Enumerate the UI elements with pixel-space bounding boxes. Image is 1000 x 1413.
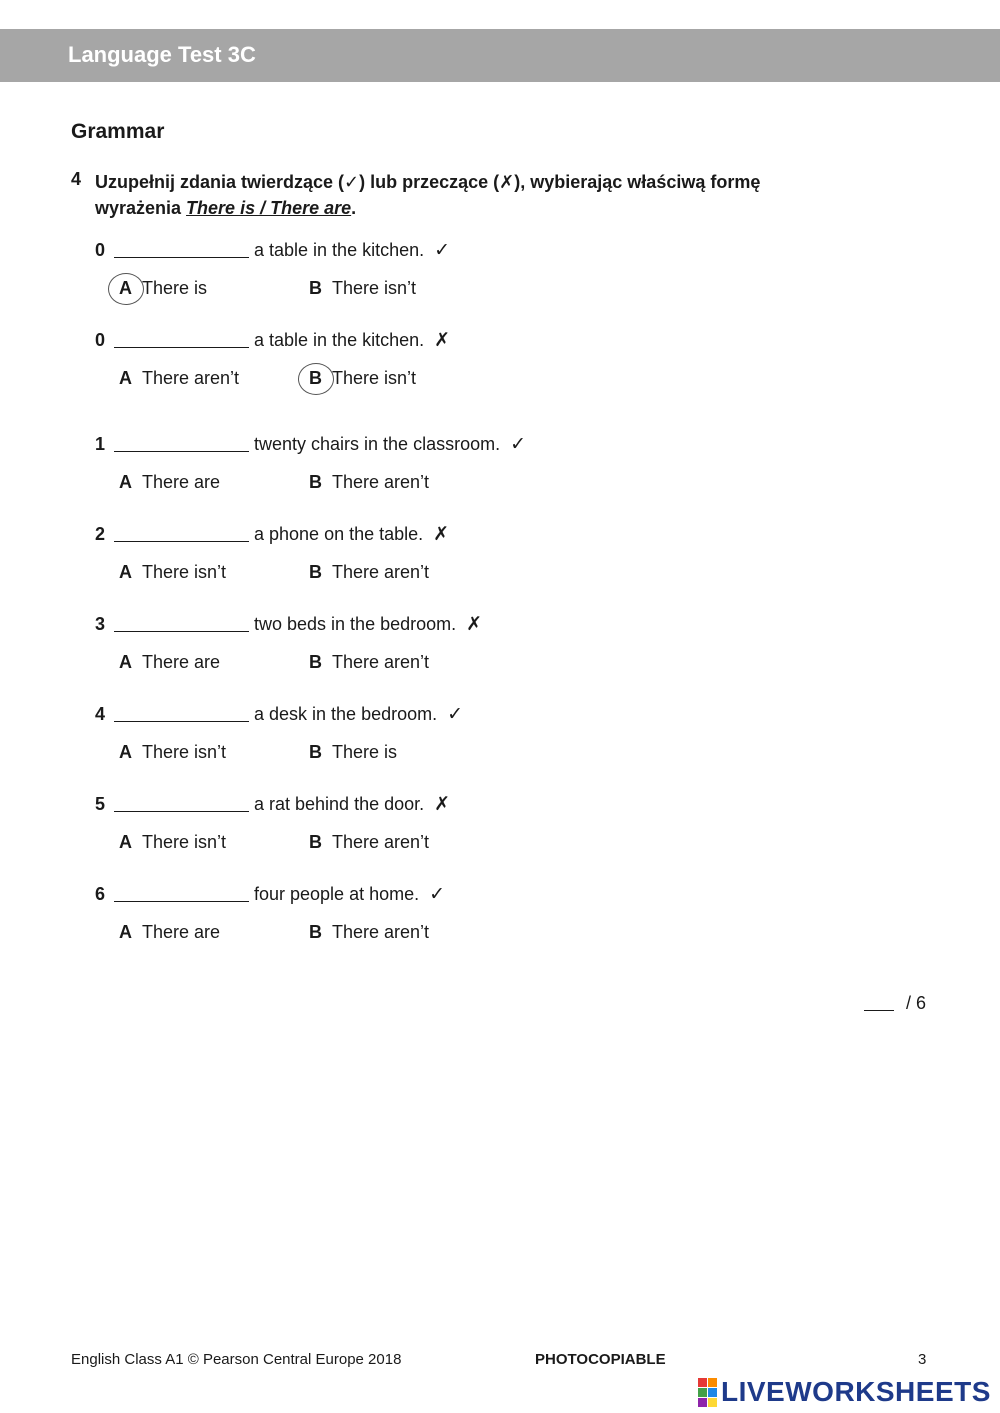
question-number: 4 — [95, 704, 106, 724]
question-text — [254, 329, 450, 352]
logo-square — [708, 1378, 717, 1387]
option-b-text: There aren’t — [332, 472, 430, 492]
option-letter-b: B — [309, 368, 322, 388]
option-b[interactable] — [309, 921, 429, 943]
footer-page-number: 3 — [918, 1351, 927, 1368]
footer-copyright: English Class A1 © Pearson Central Europe 2018 — [71, 1351, 402, 1368]
question-item — [0, 793, 1000, 873]
instruction-phrase: There is / There are — [186, 198, 352, 218]
answer-blank[interactable] — [114, 347, 249, 348]
checkmark-icon: ✓ — [510, 434, 527, 455]
question-item — [0, 433, 1000, 513]
score-blank[interactable] — [864, 1010, 894, 1011]
option-a-text: There aren’t — [142, 368, 240, 388]
question-text — [254, 703, 463, 726]
question-text — [254, 433, 526, 456]
instruction-line1: Uzupełnij zdania twierdzące (✓) lub przeczące (✗), wybierając właściwą formę — [95, 172, 761, 192]
question-number: 6 — [95, 884, 106, 904]
question-number: 0 — [95, 240, 106, 260]
answer-blank[interactable] — [114, 451, 249, 452]
option-b-text: There isn’t — [332, 278, 417, 298]
option-letter-b: B — [309, 472, 322, 492]
option-a[interactable] — [119, 277, 207, 299]
option-b-text: There isn’t — [332, 368, 417, 388]
logo-square — [708, 1388, 717, 1397]
option-a[interactable] — [119, 471, 220, 493]
answer-blank[interactable] — [114, 901, 249, 902]
option-letter-a: A — [119, 368, 132, 388]
logo-square — [698, 1398, 707, 1407]
option-a[interactable] — [119, 831, 226, 853]
cross-icon: ✗ — [434, 330, 451, 351]
option-a[interactable] — [119, 741, 226, 763]
option-a[interactable] — [119, 921, 220, 943]
option-a-text: There isn’t — [142, 742, 227, 762]
option-letter-a: A — [119, 562, 132, 582]
question-text — [254, 523, 449, 546]
option-a-text: There are — [142, 652, 221, 672]
checkmark-icon: ✓ — [429, 884, 446, 905]
question-item — [0, 329, 1000, 409]
page-title: Language Test 3C — [68, 42, 256, 67]
section-title: Grammar — [71, 120, 165, 143]
cross-icon: ✗ — [434, 794, 451, 815]
answer-blank[interactable] — [114, 257, 249, 258]
option-letter-b: B — [309, 832, 322, 852]
logo-grid-icon — [698, 1378, 717, 1407]
score-box — [864, 993, 926, 1014]
option-letter-a: A — [119, 742, 132, 762]
question-sentence: a rat behind the door. — [254, 794, 425, 814]
checkmark-icon: ✓ — [434, 240, 451, 261]
question-item — [0, 523, 1000, 603]
option-a-text: There is — [142, 278, 208, 298]
option-letter-b: B — [309, 922, 322, 942]
option-a[interactable] — [119, 651, 220, 673]
option-letter-b: B — [309, 278, 322, 298]
question-sentence: twenty chairs in the classroom. — [254, 434, 501, 454]
question-sentence: a phone on the table. — [254, 524, 424, 544]
question-number: 0 — [95, 330, 106, 350]
question-item — [0, 613, 1000, 693]
option-b-text: There aren’t — [332, 562, 430, 582]
option-b-text: There is — [332, 742, 398, 762]
logo-text: LIVEWORKSHEETS — [721, 1376, 991, 1407]
option-a-text: There are — [142, 922, 221, 942]
option-b[interactable] — [309, 741, 397, 763]
question-number: 1 — [95, 434, 106, 454]
answer-blank[interactable] — [114, 721, 249, 722]
option-letter-a: A — [119, 652, 132, 672]
question-number: 3 — [95, 614, 106, 634]
option-a[interactable] — [119, 367, 239, 389]
option-a[interactable] — [119, 561, 226, 583]
option-b[interactable] — [309, 471, 429, 493]
logo-square — [708, 1398, 717, 1407]
footer-photocopiable: PHOTOCOPIABLE — [535, 1351, 666, 1368]
task-instruction — [95, 169, 895, 221]
answer-blank[interactable] — [114, 811, 249, 812]
option-a-text: There isn’t — [142, 832, 227, 852]
checkmark-icon: ✓ — [447, 704, 464, 725]
cross-icon: ✗ — [466, 614, 483, 635]
option-letter-b: B — [309, 652, 322, 672]
answer-blank[interactable] — [114, 541, 249, 542]
option-letter-b: B — [309, 742, 322, 762]
question-sentence: a table in the kitchen. — [254, 240, 425, 260]
question-item — [0, 703, 1000, 783]
option-b[interactable] — [309, 831, 429, 853]
option-letter-b: B — [309, 562, 322, 582]
option-letter-a: A — [119, 832, 132, 852]
instruction-prefix: wyrażenia — [95, 198, 187, 218]
option-b[interactable] — [309, 561, 429, 583]
question-text — [254, 239, 450, 262]
option-b-text: There aren’t — [332, 832, 430, 852]
question-sentence: four people at home. — [254, 884, 420, 904]
option-b[interactable] — [309, 651, 429, 673]
option-b-text: There aren’t — [332, 652, 430, 672]
logo-square — [698, 1378, 707, 1387]
liveworksheets-logo[interactable] — [698, 1376, 991, 1408]
option-letter-a: A — [119, 278, 132, 298]
score-total: / 6 — [906, 993, 927, 1013]
option-letter-a: A — [119, 472, 132, 492]
option-a-text: There are — [142, 472, 221, 492]
option-b[interactable] — [309, 367, 416, 389]
question-text — [254, 793, 450, 816]
instruction-suffix: . — [351, 198, 357, 218]
question-item — [0, 239, 1000, 319]
question-number: 2 — [95, 524, 106, 544]
option-b-text: There aren’t — [332, 922, 430, 942]
question-item — [0, 883, 1000, 963]
question-text — [254, 613, 482, 636]
logo-square — [698, 1388, 707, 1397]
option-letter-a: A — [119, 922, 132, 942]
question-sentence: a table in the kitchen. — [254, 330, 425, 350]
question-sentence: a desk in the bedroom. — [254, 704, 438, 724]
cross-icon: ✗ — [433, 524, 450, 545]
task-number: 4 — [71, 169, 82, 189]
question-sentence: two beds in the bedroom. — [254, 614, 457, 634]
option-a-text: There isn’t — [142, 562, 227, 582]
option-b[interactable] — [309, 277, 416, 299]
question-number: 5 — [95, 794, 106, 814]
question-text — [254, 883, 445, 906]
answer-blank[interactable] — [114, 631, 249, 632]
